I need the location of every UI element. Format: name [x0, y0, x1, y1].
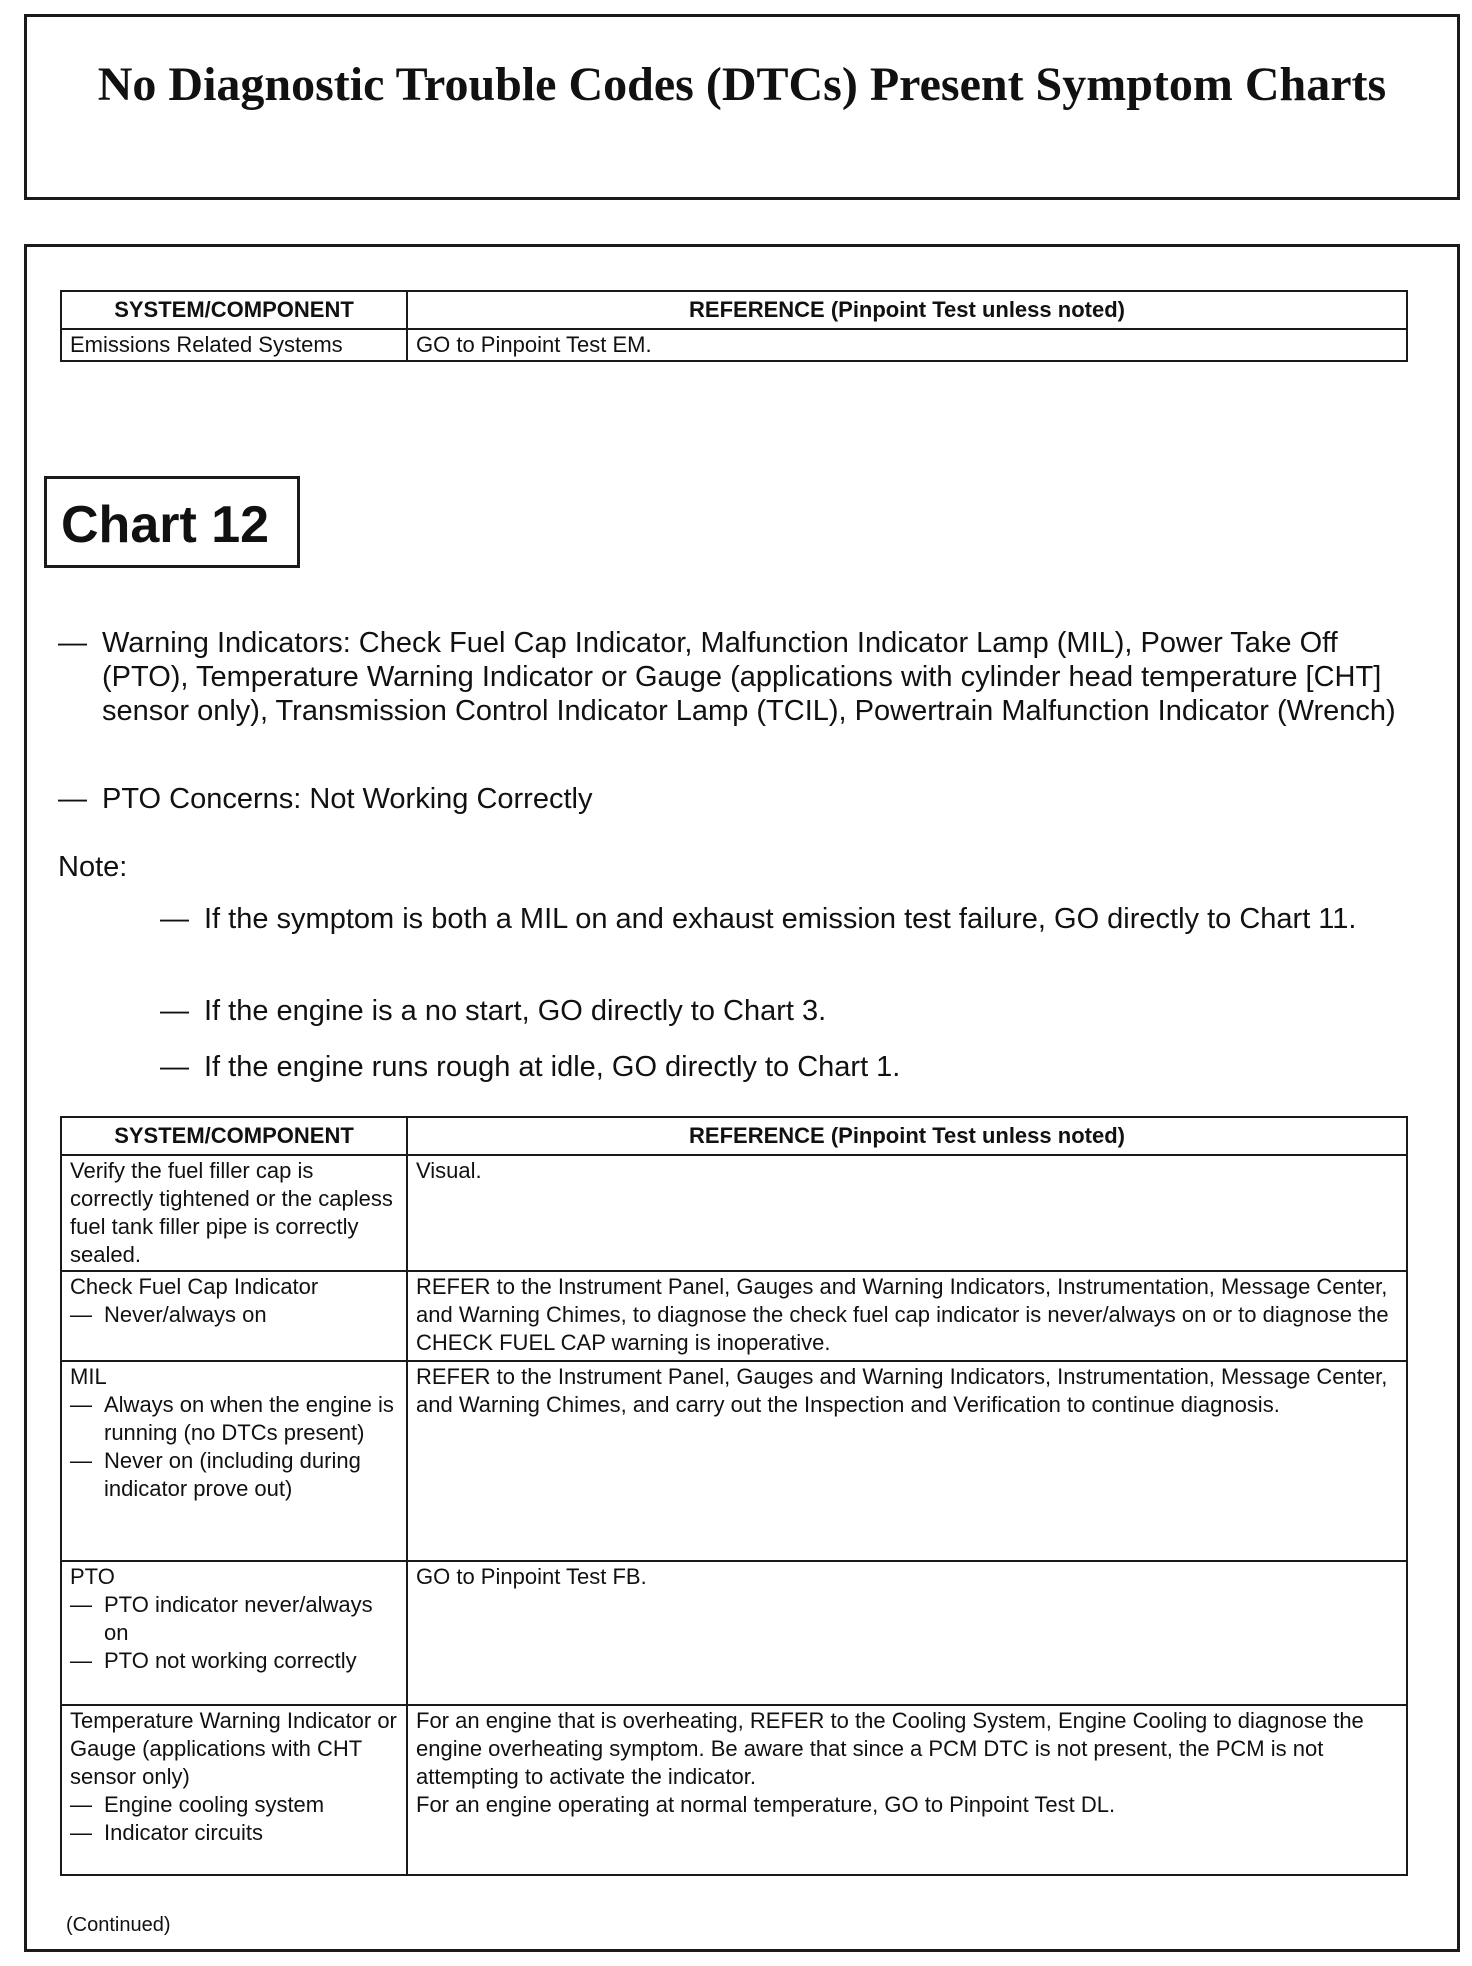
symptom-list [70, 1301, 398, 1329]
system-title: Check Fuel Cap Indicator [70, 1274, 319, 1299]
reference-cell: Visual. [407, 1155, 1407, 1271]
note-label: Note: [58, 851, 128, 883]
system-cell [61, 1705, 407, 1875]
symptom-list [70, 1391, 398, 1503]
chart-heading-box [44, 476, 300, 568]
warning-indicators-paragraph [58, 626, 1398, 728]
system-title: Temperature Warning Indicator or Gauge (applications with CHT sensor only) [70, 1708, 397, 1789]
reference-cell: REFER to the Instrument Panel, Gauges and Warning Indicators, Instrumentation, Message Center, and Warning Chimes, and carry out the Inspection and Verification to continue diagnosis. [407, 1361, 1407, 1561]
warning-indicators-text: Warning Indicators: Check Fuel Cap Indicator, Malfunction Indicator Lamp (MIL), Power Take Off (PTO), Temperature Warning Indicator or Gauge (applications with cylinder head temperature [CHT] sensor only), Transmission Control Indicator Lamp (TCIL), Powertrain Malfunction Indicator (Wrench) [102, 627, 1396, 727]
system-cell: Emissions Related Systems [61, 329, 407, 361]
note-text: If the engine runs rough at idle, GO directly to Chart 1. [204, 1051, 901, 1083]
system-component-header: SYSTEM/COMPONENT [61, 291, 407, 329]
page-title: No Diagnostic Trouble Codes (DTCs) Present Symptom Charts [97, 58, 1387, 111]
chart-12-table [60, 1116, 1408, 1876]
pto-concerns-paragraph [58, 782, 1398, 816]
note-item [160, 994, 1418, 1028]
chart-title: Chart 12 [61, 496, 270, 554]
dash-bullet: — [160, 903, 189, 935]
table-row [61, 1361, 1407, 1561]
note-text: If the engine is a no start, GO directly to Chart 3. [204, 995, 827, 1027]
reference-header: REFERENCE (Pinpoint Test unless noted) [407, 1117, 1407, 1155]
dash-bullet: — [58, 627, 87, 659]
system-cell [61, 1361, 407, 1561]
reference-header: REFERENCE (Pinpoint Test unless noted) [407, 291, 1407, 329]
continued-label: (Continued) [66, 1914, 171, 1936]
symptom-item: — Always on when the engine is running (no DTCs present) [70, 1391, 398, 1447]
symptom-item: — Never on (including during indicator prove out) [70, 1447, 398, 1503]
table-row [61, 1705, 1407, 1875]
system-title: Verify the fuel filler cap is correctly tightened or the capless fuel tank filler pipe is correctly sealed. [70, 1158, 393, 1267]
table-row [61, 1271, 1407, 1361]
reference-cell [407, 1705, 1407, 1875]
symptom-item: — PTO not working correctly [70, 1647, 398, 1675]
symptom-item: — PTO indicator never/always on [70, 1591, 398, 1647]
note-item [160, 1050, 1418, 1084]
table-header-row [61, 291, 1407, 329]
symptom-list [70, 1591, 398, 1675]
reference-cell: GO to Pinpoint Test EM. [407, 329, 1407, 361]
table-row [61, 1155, 1407, 1271]
table-row [61, 329, 1407, 361]
reference-cell: GO to Pinpoint Test FB. [407, 1561, 1407, 1705]
note-item [160, 902, 1418, 936]
symptom-list [70, 1791, 398, 1847]
pto-concerns-text: PTO Concerns: Not Working Correctly [102, 783, 593, 815]
system-cell [61, 1155, 407, 1271]
title-box [24, 14, 1460, 200]
symptom-item: — Indicator circuits [70, 1819, 398, 1847]
dash-bullet: — [160, 1051, 189, 1083]
table-row [61, 1561, 1407, 1705]
emissions-reference-table [60, 290, 1408, 362]
system-title: MIL [70, 1364, 107, 1389]
table-header-row [61, 1117, 1407, 1155]
symptom-item: — Engine cooling system [70, 1791, 398, 1819]
note-text: If the symptom is both a MIL on and exhaust emission test failure, GO directly to Chart 11. [204, 903, 1357, 935]
system-title: PTO [70, 1564, 115, 1589]
reference-line: For an engine that is overheating, REFER to the Cooling System, Engine Cooling to diagnose the engine overheating symptom. Be aware that since a PCM DTC is not present, the PCM is not attempting to activate the indicator. [416, 1708, 1364, 1789]
symptom-item: — Never/always on [70, 1301, 398, 1329]
reference-line: For an engine operating at normal temperature, GO to Pinpoint Test DL. [416, 1792, 1116, 1817]
reference-cell: REFER to the Instrument Panel, Gauges and Warning Indicators, Instrumentation, Message Center, and Warning Chimes, to diagnose the check fuel cap indicator is never/always on or to diagnose the CHECK FUEL CAP warning is inoperative. [407, 1271, 1407, 1361]
dash-bullet: — [160, 995, 189, 1027]
dash-bullet: — [58, 783, 87, 815]
system-cell [61, 1271, 407, 1361]
system-cell [61, 1561, 407, 1705]
system-component-header: SYSTEM/COMPONENT [61, 1117, 407, 1155]
